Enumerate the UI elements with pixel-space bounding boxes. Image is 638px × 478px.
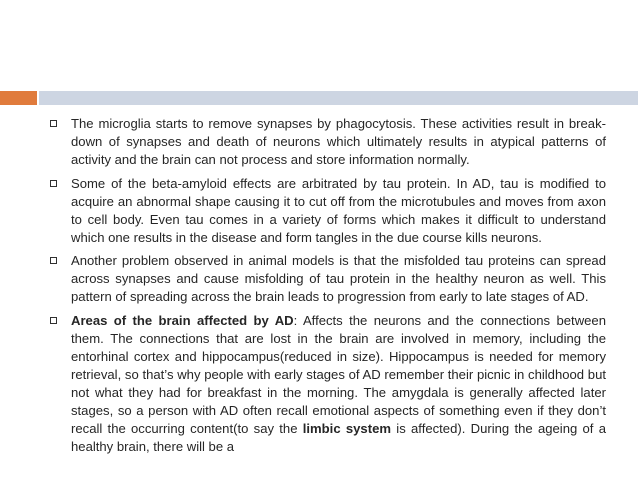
bullet-item — [46, 115, 606, 169]
bullet-item — [46, 252, 606, 306]
bullet-item — [46, 312, 606, 454]
bullet-heading: Areas of the brain affected by AD — [71, 312, 294, 328]
bullet-text-part: is affected). During the ageing of a healthy brain, there will be a — [71, 420, 606, 454]
square-bullet-icon — [50, 257, 57, 264]
square-bullet-icon — [50, 120, 57, 127]
bullet-text — [71, 312, 606, 454]
header-accent-blue — [39, 91, 638, 105]
bullet-text: The microglia starts to remove synapses by phagocytosis. These activities result in break-down of synapses and death of neurons which ultimately results in atypical patterns of activity and the brain can not process and store information normally. — [71, 116, 606, 167]
slide-body — [46, 115, 606, 454]
bullet-item — [46, 175, 606, 247]
bullet-text-part: : Affects the neurons and the connections between them. The connections that are lost in the brain are involved in memory, including the entorhinal cortex and hippocampus(reduced in size). Hippocampus is needed for memory retrieval, so that’s why people with early stages of AD remember their picnic in childhood but not what they had for breakfast in the morning. The amygdala is generally affected later stages, so a person with AD often recall emotional aspects of something even if they don’t recall the occurring content(to say the — [71, 312, 606, 436]
bullet-text: Another problem observed in animal models is that the misfolded tau proteins can spread across synapses and cause misfolding of tau protein in the healthy neuron as well. This pattern of spreading across the brain leads to progression from early to late stages of AD. — [71, 253, 606, 304]
square-bullet-icon — [50, 180, 57, 187]
bullet-emphasis: limbic system — [302, 420, 392, 436]
bullet-text: Some of the beta-amyloid effects are arbitrated by tau protein. In AD, tau is modified to acquire an abnormal shape causing it to cut off from the microtubules and moves from axon to cell body. Even tau comes in a variety of forms which makes it difficult to understand which one results in the disease and form tangles in the due course kills neurons. — [71, 175, 606, 245]
header-accent-orange — [0, 91, 37, 105]
square-bullet-icon — [50, 317, 57, 324]
